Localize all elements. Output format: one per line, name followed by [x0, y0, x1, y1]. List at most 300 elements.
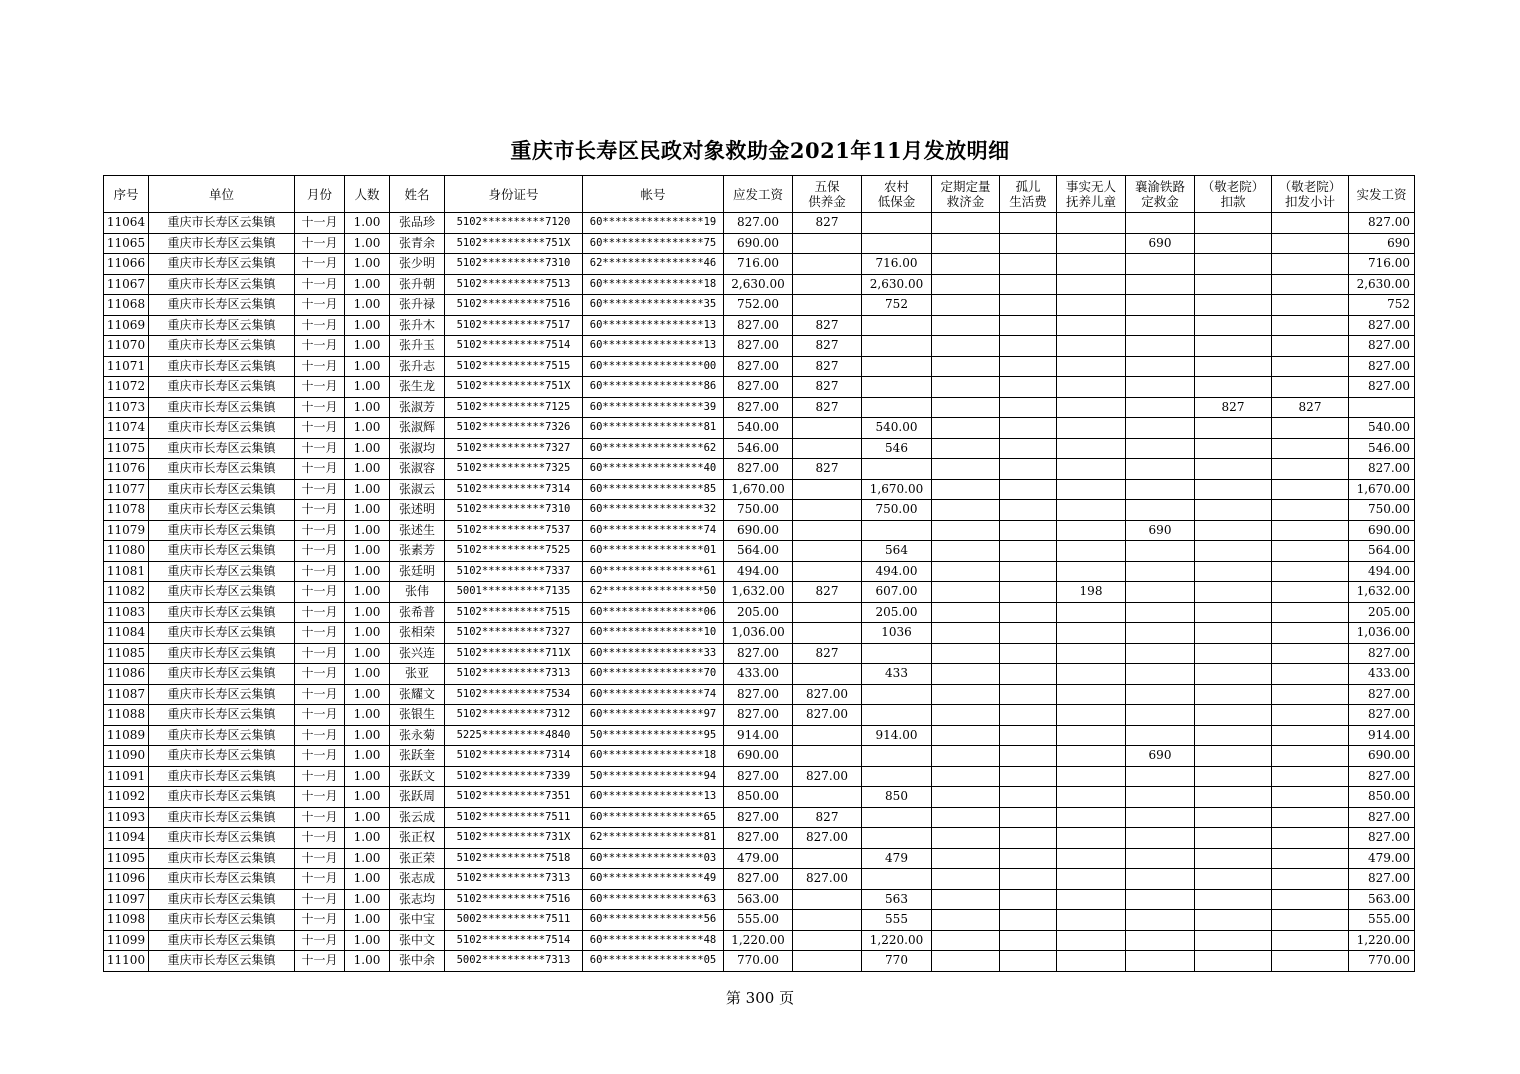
cell-name: 张升禄 [390, 295, 445, 316]
cell-nursing-deduct-subtotal [1272, 828, 1349, 849]
cell-nursing-deduct-subtotal [1272, 233, 1349, 254]
cell-railway-relief [1126, 356, 1195, 377]
cell-five-guarantee: 827 [793, 356, 862, 377]
cell-nursing-deduction [1195, 336, 1272, 357]
cell-railway-relief [1126, 807, 1195, 828]
cell-unsupported-child [1057, 746, 1126, 767]
cell-gross-pay: 827.00 [724, 397, 793, 418]
cell-id-number: 5102**********7314 [445, 746, 583, 767]
cell-index: 11073 [104, 397, 149, 418]
cell-gross-pay: 827.00 [724, 459, 793, 480]
cell-nursing-deduction [1195, 930, 1272, 951]
cell-unit: 重庆市长寿区云集镇 [149, 295, 295, 316]
cell-unit: 重庆市长寿区云集镇 [149, 684, 295, 705]
cell-unit: 重庆市长寿区云集镇 [149, 520, 295, 541]
cell-regular-relief [932, 233, 1000, 254]
cell-name: 张素芳 [390, 541, 445, 562]
cell-account: 60****************18 [583, 746, 724, 767]
cell-id-number: 5102**********7514 [445, 336, 583, 357]
cell-net-pay: 1,632.00 [1349, 582, 1415, 603]
header-col-unit: 单位 [149, 176, 295, 213]
cell-orphan-allowance [1000, 582, 1057, 603]
cell-count: 1.00 [345, 684, 390, 705]
cell-railway-relief [1126, 336, 1195, 357]
cell-gross-pay: 564.00 [724, 541, 793, 562]
cell-name: 张志成 [390, 869, 445, 890]
cell-count: 1.00 [345, 500, 390, 521]
cell-orphan-allowance [1000, 336, 1057, 357]
cell-gross-pay: 752.00 [724, 295, 793, 316]
cell-rural-subsistence [862, 213, 932, 234]
cell-count: 1.00 [345, 520, 390, 541]
cell-id-number: 5102**********7327 [445, 623, 583, 644]
cell-unit: 重庆市长寿区云集镇 [149, 623, 295, 644]
cell-month: 十一月 [295, 500, 345, 521]
cell-account: 60****************86 [583, 377, 724, 398]
cell-orphan-allowance [1000, 602, 1057, 623]
cell-railway-relief [1126, 623, 1195, 644]
cell-nursing-deduct-subtotal [1272, 889, 1349, 910]
cell-account: 60****************01 [583, 541, 724, 562]
cell-regular-relief [932, 848, 1000, 869]
cell-five-guarantee [793, 889, 862, 910]
cell-month: 十一月 [295, 520, 345, 541]
cell-rural-subsistence: 433 [862, 664, 932, 685]
cell-id-number: 5102**********7313 [445, 664, 583, 685]
cell-gross-pay: 1,670.00 [724, 479, 793, 500]
cell-unsupported-child [1057, 705, 1126, 726]
cell-net-pay: 850.00 [1349, 787, 1415, 808]
cell-net-pay: 827.00 [1349, 336, 1415, 357]
cell-account: 60****************13 [583, 336, 724, 357]
cell-index: 11099 [104, 930, 149, 951]
cell-net-pay: 827.00 [1349, 828, 1415, 849]
cell-rural-subsistence: 479 [862, 848, 932, 869]
table-row [104, 438, 1415, 459]
cell-id-number: 5102**********7314 [445, 479, 583, 500]
cell-id-number: 5102**********7125 [445, 397, 583, 418]
cell-five-guarantee: 827 [793, 807, 862, 828]
cell-nursing-deduction [1195, 910, 1272, 931]
cell-name: 张正荣 [390, 848, 445, 869]
cell-nursing-deduction [1195, 438, 1272, 459]
cell-regular-relief [932, 766, 1000, 787]
cell-unsupported-child [1057, 951, 1126, 972]
header-col-rural-subsistence: 农村 低保金 [862, 176, 932, 213]
header-col-regular-relief: 定期定量 救济金 [932, 176, 1000, 213]
cell-month: 十一月 [295, 930, 345, 951]
cell-count: 1.00 [345, 315, 390, 336]
cell-orphan-allowance [1000, 684, 1057, 705]
cell-count: 1.00 [345, 623, 390, 644]
header-col-gross-pay: 应发工资 [724, 176, 793, 213]
cell-railway-relief [1126, 377, 1195, 398]
header-col-nursing-deduct-subtotal: （敬老院） 扣发小计 [1272, 176, 1349, 213]
table-row [104, 336, 1415, 357]
cell-month: 十一月 [295, 787, 345, 808]
cell-gross-pay: 433.00 [724, 664, 793, 685]
cell-month: 十一月 [295, 848, 345, 869]
cell-nursing-deduction: 827 [1195, 397, 1272, 418]
cell-count: 1.00 [345, 418, 390, 439]
cell-nursing-deduct-subtotal [1272, 377, 1349, 398]
cell-orphan-allowance [1000, 643, 1057, 664]
cell-month: 十一月 [295, 869, 345, 890]
cell-unit: 重庆市长寿区云集镇 [149, 889, 295, 910]
cell-unsupported-child [1057, 397, 1126, 418]
cell-unit: 重庆市长寿区云集镇 [149, 848, 295, 869]
cell-month: 十一月 [295, 438, 345, 459]
cell-gross-pay: 827.00 [724, 684, 793, 705]
cell-railway-relief [1126, 705, 1195, 726]
cell-net-pay: 827.00 [1349, 705, 1415, 726]
cell-id-number: 5102**********7339 [445, 766, 583, 787]
cell-railway-relief [1126, 951, 1195, 972]
cell-gross-pay: 827.00 [724, 869, 793, 890]
cell-count: 1.00 [345, 295, 390, 316]
cell-net-pay: 827.00 [1349, 807, 1415, 828]
header-col-account: 帐号 [583, 176, 724, 213]
cell-unit: 重庆市长寿区云集镇 [149, 602, 295, 623]
cell-gross-pay: 690.00 [724, 233, 793, 254]
relief-fund-table [103, 175, 1415, 972]
cell-unsupported-child [1057, 315, 1126, 336]
cell-railway-relief [1126, 725, 1195, 746]
cell-id-number: 5102**********7525 [445, 541, 583, 562]
table-header-row [104, 176, 1415, 213]
cell-regular-relief [932, 623, 1000, 644]
cell-month: 十一月 [295, 233, 345, 254]
cell-index: 11088 [104, 705, 149, 726]
cell-account: 50****************94 [583, 766, 724, 787]
table-row [104, 356, 1415, 377]
cell-orphan-allowance [1000, 828, 1057, 849]
cell-name: 张兴连 [390, 643, 445, 664]
cell-gross-pay: 494.00 [724, 561, 793, 582]
cell-account: 60****************19 [583, 213, 724, 234]
table-row [104, 951, 1415, 972]
cell-orphan-allowance [1000, 520, 1057, 541]
cell-account: 60****************32 [583, 500, 724, 521]
cell-account: 60****************10 [583, 623, 724, 644]
cell-rural-subsistence [862, 766, 932, 787]
cell-five-guarantee [793, 479, 862, 500]
cell-account: 60****************62 [583, 438, 724, 459]
cell-account: 60****************13 [583, 315, 724, 336]
cell-rural-subsistence [862, 377, 932, 398]
cell-railway-relief [1126, 582, 1195, 603]
cell-count: 1.00 [345, 869, 390, 890]
cell-index: 11076 [104, 459, 149, 480]
cell-orphan-allowance [1000, 951, 1057, 972]
cell-id-number: 5002**********7511 [445, 910, 583, 931]
cell-unsupported-child [1057, 869, 1126, 890]
cell-rural-subsistence [862, 705, 932, 726]
cell-rural-subsistence [862, 336, 932, 357]
cell-id-number: 5102**********7337 [445, 561, 583, 582]
cell-unit: 重庆市长寿区云集镇 [149, 377, 295, 398]
cell-five-guarantee: 827 [793, 459, 862, 480]
cell-count: 1.00 [345, 889, 390, 910]
cell-count: 1.00 [345, 766, 390, 787]
cell-net-pay: 752 [1349, 295, 1415, 316]
cell-account: 60****************03 [583, 848, 724, 869]
table-row [104, 828, 1415, 849]
cell-gross-pay: 827.00 [724, 643, 793, 664]
cell-regular-relief [932, 787, 1000, 808]
cell-regular-relief [932, 561, 1000, 582]
cell-account: 60****************75 [583, 233, 724, 254]
header-col-five-guarantee: 五保 供养金 [793, 176, 862, 213]
cell-unsupported-child [1057, 561, 1126, 582]
cell-month: 十一月 [295, 561, 345, 582]
cell-nursing-deduct-subtotal: 827 [1272, 397, 1349, 418]
cell-nursing-deduct-subtotal [1272, 295, 1349, 316]
cell-unsupported-child [1057, 623, 1126, 644]
cell-month: 十一月 [295, 315, 345, 336]
cell-gross-pay: 1,220.00 [724, 930, 793, 951]
cell-month: 十一月 [295, 254, 345, 275]
table-row [104, 582, 1415, 603]
cell-unsupported-child [1057, 479, 1126, 500]
cell-index: 11083 [104, 602, 149, 623]
cell-gross-pay: 827.00 [724, 705, 793, 726]
cell-unit: 重庆市长寿区云集镇 [149, 541, 295, 562]
cell-nursing-deduction [1195, 766, 1272, 787]
table-row [104, 705, 1415, 726]
cell-five-guarantee: 827 [793, 315, 862, 336]
cell-unsupported-child [1057, 336, 1126, 357]
cell-five-guarantee [793, 520, 862, 541]
cell-regular-relief [932, 336, 1000, 357]
cell-account: 60****************85 [583, 479, 724, 500]
cell-index: 11075 [104, 438, 149, 459]
cell-month: 十一月 [295, 418, 345, 439]
cell-index: 11071 [104, 356, 149, 377]
cell-railway-relief [1126, 254, 1195, 275]
cell-unit: 重庆市长寿区云集镇 [149, 438, 295, 459]
cell-net-pay: 827.00 [1349, 459, 1415, 480]
cell-rural-subsistence: 716.00 [862, 254, 932, 275]
cell-five-guarantee [793, 254, 862, 275]
header-col-nursing-deduction: （敬老院） 扣款 [1195, 176, 1272, 213]
cell-orphan-allowance [1000, 315, 1057, 336]
cell-nursing-deduction [1195, 582, 1272, 603]
cell-index: 11086 [104, 664, 149, 685]
cell-unit: 重庆市长寿区云集镇 [149, 807, 295, 828]
header-col-net-pay: 实发工资 [1349, 176, 1415, 213]
cell-unsupported-child [1057, 664, 1126, 685]
cell-railway-relief: 690 [1126, 746, 1195, 767]
cell-id-number: 5102**********7312 [445, 705, 583, 726]
cell-railway-relief [1126, 930, 1195, 951]
table-row [104, 500, 1415, 521]
cell-orphan-allowance [1000, 623, 1057, 644]
cell-unsupported-child [1057, 725, 1126, 746]
cell-five-guarantee [793, 561, 862, 582]
cell-count: 1.00 [345, 459, 390, 480]
cell-unit: 重庆市长寿区云集镇 [149, 254, 295, 275]
cell-orphan-allowance [1000, 787, 1057, 808]
cell-five-guarantee: 827.00 [793, 828, 862, 849]
cell-five-guarantee: 827 [793, 582, 862, 603]
table-row [104, 848, 1415, 869]
table-row [104, 418, 1415, 439]
cell-month: 十一月 [295, 910, 345, 931]
cell-nursing-deduction [1195, 705, 1272, 726]
cell-orphan-allowance [1000, 213, 1057, 234]
table-row [104, 664, 1415, 685]
cell-unsupported-child [1057, 684, 1126, 705]
cell-gross-pay: 850.00 [724, 787, 793, 808]
cell-index: 11064 [104, 213, 149, 234]
cell-rural-subsistence: 750.00 [862, 500, 932, 521]
cell-id-number: 5102**********7517 [445, 315, 583, 336]
cell-account: 60****************56 [583, 910, 724, 931]
cell-five-guarantee: 827 [793, 643, 862, 664]
cell-net-pay: 716.00 [1349, 254, 1415, 275]
cell-index: 11082 [104, 582, 149, 603]
cell-month: 十一月 [295, 274, 345, 295]
cell-orphan-allowance [1000, 500, 1057, 521]
cell-unit: 重庆市长寿区云集镇 [149, 746, 295, 767]
cell-account: 60****************74 [583, 520, 724, 541]
cell-regular-relief [932, 274, 1000, 295]
cell-railway-relief [1126, 828, 1195, 849]
cell-rural-subsistence: 563 [862, 889, 932, 910]
cell-nursing-deduct-subtotal [1272, 336, 1349, 357]
cell-index: 11093 [104, 807, 149, 828]
cell-name: 张少明 [390, 254, 445, 275]
table-row [104, 479, 1415, 500]
cell-railway-relief: 690 [1126, 233, 1195, 254]
cell-five-guarantee [793, 541, 862, 562]
cell-nursing-deduct-subtotal [1272, 664, 1349, 685]
cell-count: 1.00 [345, 356, 390, 377]
cell-account: 60****************97 [583, 705, 724, 726]
cell-regular-relief [932, 315, 1000, 336]
cell-rural-subsistence [862, 520, 932, 541]
cell-net-pay: 205.00 [1349, 602, 1415, 623]
cell-unit: 重庆市长寿区云集镇 [149, 418, 295, 439]
cell-account: 60****************05 [583, 951, 724, 972]
cell-five-guarantee: 827.00 [793, 869, 862, 890]
header-col-index: 序号 [104, 176, 149, 213]
cell-account: 62****************46 [583, 254, 724, 275]
cell-rural-subsistence [862, 233, 932, 254]
cell-regular-relief [932, 418, 1000, 439]
cell-unsupported-child [1057, 274, 1126, 295]
table-row [104, 643, 1415, 664]
cell-nursing-deduction [1195, 746, 1272, 767]
cell-index: 11080 [104, 541, 149, 562]
cell-net-pay: 827.00 [1349, 356, 1415, 377]
cell-index: 11074 [104, 418, 149, 439]
cell-five-guarantee: 827 [793, 336, 862, 357]
cell-month: 十一月 [295, 541, 345, 562]
cell-name: 张淑云 [390, 479, 445, 500]
cell-name: 张品珍 [390, 213, 445, 234]
cell-account: 60****************74 [583, 684, 724, 705]
cell-unsupported-child [1057, 766, 1126, 787]
cell-unit: 重庆市长寿区云集镇 [149, 951, 295, 972]
cell-month: 十一月 [295, 295, 345, 316]
cell-rural-subsistence: 540.00 [862, 418, 932, 439]
cell-orphan-allowance [1000, 397, 1057, 418]
header-col-month: 月份 [295, 176, 345, 213]
cell-name: 张伟 [390, 582, 445, 603]
cell-gross-pay: 827.00 [724, 315, 793, 336]
cell-id-number: 5102**********7514 [445, 930, 583, 951]
cell-rural-subsistence: 1,670.00 [862, 479, 932, 500]
cell-unit: 重庆市长寿区云集镇 [149, 705, 295, 726]
cell-nursing-deduction [1195, 664, 1272, 685]
cell-five-guarantee [793, 233, 862, 254]
table-row [104, 274, 1415, 295]
cell-net-pay: 690.00 [1349, 520, 1415, 541]
cell-unsupported-child [1057, 643, 1126, 664]
cell-id-number: 5001**********7135 [445, 582, 583, 603]
table-row [104, 725, 1415, 746]
cell-name: 张亚 [390, 664, 445, 685]
cell-regular-relief [932, 930, 1000, 951]
cell-rural-subsistence: 494.00 [862, 561, 932, 582]
cell-name: 张正权 [390, 828, 445, 849]
cell-account: 60****************81 [583, 418, 724, 439]
cell-five-guarantee [793, 438, 862, 459]
cell-month: 十一月 [295, 889, 345, 910]
cell-nursing-deduction [1195, 356, 1272, 377]
cell-rural-subsistence: 850 [862, 787, 932, 808]
cell-nursing-deduct-subtotal [1272, 561, 1349, 582]
cell-unsupported-child [1057, 377, 1126, 398]
cell-nursing-deduct-subtotal [1272, 213, 1349, 234]
cell-nursing-deduct-subtotal [1272, 684, 1349, 705]
cell-index: 11067 [104, 274, 149, 295]
cell-month: 十一月 [295, 664, 345, 685]
cell-unsupported-child [1057, 541, 1126, 562]
cell-nursing-deduction [1195, 459, 1272, 480]
cell-regular-relief [932, 459, 1000, 480]
cell-gross-pay: 540.00 [724, 418, 793, 439]
cell-railway-relief [1126, 848, 1195, 869]
cell-five-guarantee [793, 500, 862, 521]
cell-id-number: 5102**********751X [445, 377, 583, 398]
cell-unit: 重庆市长寿区云集镇 [149, 664, 295, 685]
cell-month: 十一月 [295, 479, 345, 500]
cell-account: 62****************50 [583, 582, 724, 603]
cell-regular-relief [932, 356, 1000, 377]
cell-railway-relief [1126, 787, 1195, 808]
cell-gross-pay: 563.00 [724, 889, 793, 910]
table-row [104, 746, 1415, 767]
cell-count: 1.00 [345, 848, 390, 869]
cell-rural-subsistence [862, 869, 932, 890]
cell-account: 60****************70 [583, 664, 724, 685]
cell-unsupported-child [1057, 828, 1126, 849]
cell-id-number: 5102**********7518 [445, 848, 583, 869]
cell-railway-relief [1126, 438, 1195, 459]
cell-gross-pay: 2,630.00 [724, 274, 793, 295]
cell-orphan-allowance [1000, 910, 1057, 931]
cell-orphan-allowance [1000, 254, 1057, 275]
cell-net-pay: 546.00 [1349, 438, 1415, 459]
cell-regular-relief [932, 664, 1000, 685]
cell-unit: 重庆市长寿区云集镇 [149, 274, 295, 295]
cell-index: 11069 [104, 315, 149, 336]
cell-rural-subsistence [862, 315, 932, 336]
cell-index: 11097 [104, 889, 149, 910]
